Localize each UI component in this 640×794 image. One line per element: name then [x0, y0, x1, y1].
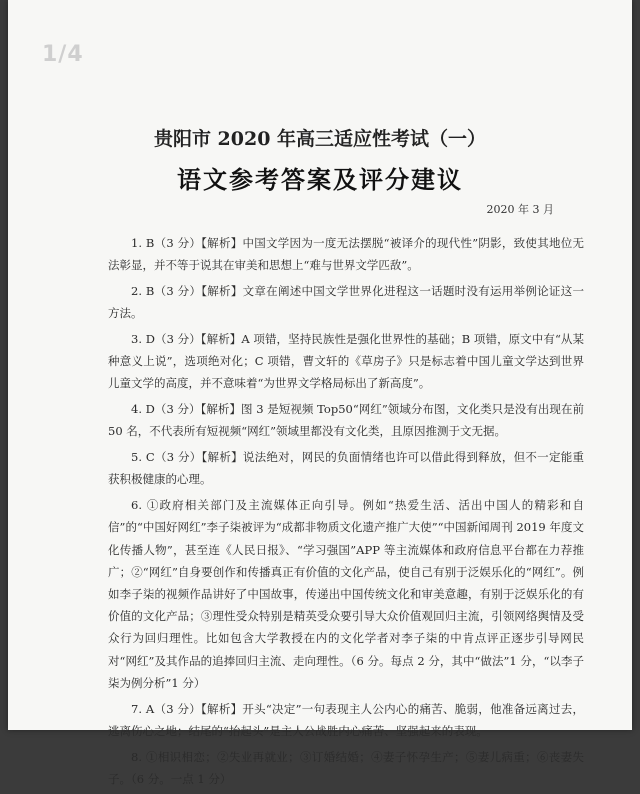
document-page [8, 0, 632, 786]
answer-2: 2. B（3 分）【解析】文章在阐述中国文学世界化进程这一话题时没有运用举例论证这一方法。 [108, 284, 584, 321]
document-date: 2020 年 3 月 [486, 203, 554, 216]
answer-4: 4. D（3 分）【解析】图 3 是短视频 Top50“网红”领域分布图，文化类只是没有出现在前 50 名，不代表所有短视频“网红”领域里都没有文化类，且原因推测于文无据。 [108, 402, 584, 439]
answer-5: 5. C（3 分）【解析】说法绝对，网民的负面情绪也许可以借此得到释放，但不一定能重获积极健康的心理。 [108, 450, 584, 487]
document-subtitle: 语文参考答案及评分建议 [177, 165, 463, 194]
answer-1: 1. B（3 分）【解析】中国文学因为一度无法摆脱“被译介的现代性”阴影，致使其地位无法彰显，并不等于说其在审美和思想上“难与世界文学匹敌”。 [108, 236, 584, 273]
answer-6: 6. ①政府相关部门及主流媒体正向引导。例如“热爱生活、活出中国人的精彩和自信”的“中国好网红”李子柒被评为“成都非物质文化遗产推广大使”“中国新闻周刊 2019 年度文化传播人物”，甚至连《人民日报》、“学习强国”APP 等主流媒体和政府信息平台都在力荐推广；②“网红”自身要创作和传播真正有价值的文化产品，使自己有别于泛娱乐化的“网红”。例如李子柒的视频作品讲好了中国故事，传递出中国传统文化和审美意趣，有别于泛娱乐化的有价值的文化产品；③理性受众特别是精英受众要引导大众价值观回归主流，引领网络舆情及受众行为回归理性。比如包含大学教授在内的文化学者对李子柒的中肯点评正逐步引导网民对“网红”及其作品的追捧回归主流、走向理性。（6 分。每点 2 分，其中“做法”1 分，“以李子柒为例分析”1 分） [108, 498, 584, 690]
answer-7: 7. A（3 分）【解析】开头“决定”一句表现主人公内心的痛苦、脆弱，他准备远离过去，逃离伤心之地；结尾的“抬起头”是主人公战胜内心痛苦、坚强起来的表现。 [108, 701, 584, 738]
answer-body [108, 232, 584, 794]
answer-3: 3. D（3 分）【解析】A 项错，坚持民族性是强化世界性的基础；B 项错，原文中有“从某种意义上说”，选项绝对化；C 项错，曹文轩的《草房子》只是标志着中国儿童文学达到世界儿童文学的高度，并不意味着“为世界文学格局标出了新高度”。 [108, 332, 584, 391]
answer-8: 8. ①相识相恋；②失业再就业；③订婚结婚；④妻子怀孕生产；⑤妻儿病重；⑥丧妻失子。（6 分。一点 1 分） [108, 749, 584, 786]
page-counter: 1/4 [42, 42, 84, 67]
document-title: 贵阳市 2020 年高三适应性考试（一） [153, 128, 487, 150]
